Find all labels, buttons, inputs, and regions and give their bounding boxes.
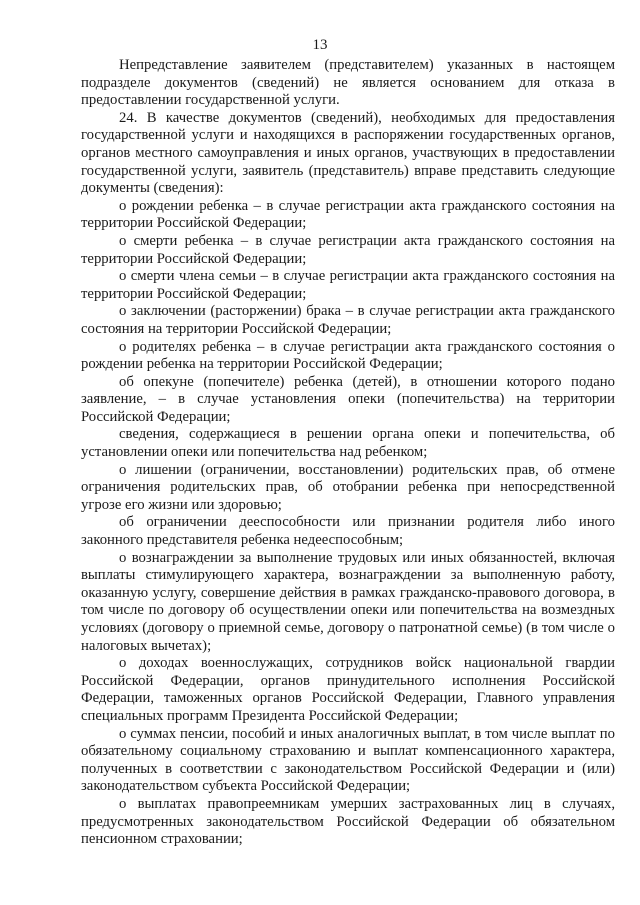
paragraph: 24. В качестве документов (сведений), необходимых для предоставления государственной услуги и находящихся в распоряжении государственных органов, органов местного самоуправления и иных органов, участвующих в предоставлении государственной услуги, заявитель (представитель) вправе представить следующие документы (сведения): (81, 109, 615, 197)
document-body (81, 57, 615, 849)
paragraph: о вознаграждении за выполнение трудовых или иных обязанностей, включая выплаты стимулирующего характера, вознаграждении за выполненную работу, оказанную услугу, совершение действия в рамках гражданско-правового договора, в том числе по договору об осуществлении опеки или попечительства на возмездных условиях (договору о приемной семье, договору о патронатной семье) (в том числе о налоговых вычетах); (81, 549, 615, 654)
paragraph: о родителях ребенка – в случае регистрации акта гражданского состояния о рождении ребенка на территории Российской Федерации; (81, 338, 615, 373)
paragraph: о заключении (расторжении) брака – в случае регистрации акта гражданского состояния на территории Российской Федерации; (81, 303, 615, 337)
paragraph: о смерти члена семьи – в случае регистрации акта гражданского состояния на территории Российской Федерации; (81, 268, 615, 302)
paragraph: об ограничении дееспособности или признании родителя либо иного законного представителя ребенка недееспособным; (81, 514, 615, 549)
paragraph: о суммах пенсии, пособий и иных аналогичных выплат, в том числе выплат по обязательному социальному страхованию и выплат компенсационного характера, полученных в соответствии с законодательством Российской Федерации и (или) законодательством субъекта Российской Федерации; (81, 725, 615, 795)
paragraph: о лишении (ограничении, восстановлении) родительских прав, об отмене ограничения родительских прав, об отобрании ребенка при непосредственной угрозе его жизни или здоровью; (81, 461, 615, 513)
paragraph: сведения, содержащиеся в решении органа опеки и попечительства, об установлении опеки или попечительства над ребенком; (81, 426, 615, 461)
paragraph: о доходах военнослужащих, сотрудников войск национальной гвардии Российской Федерации, органов принудительного исполнения Российской Федерации, таможенных органов Российской Федерации, Главного управления специальных программ Президента Российской Федерации; (81, 655, 615, 724)
paragraph: о выплатах правопреемникам умерших застрахованных лиц в случаях, предусмотренных законодательством Российской Федерации об обязательном пенсионном страховании; (81, 795, 615, 848)
paragraph: о смерти ребенка – в случае регистрации акта гражданского состояния на территории Российской Федерации; (81, 232, 615, 267)
paragraph: о рождении ребенка – в случае регистрации акта гражданского состояния на территории Российской Федерации; (81, 197, 615, 232)
paragraph: Непредставление заявителем (представителем) указанных в настоящем подразделе документов (сведений) не является основанием для отказа в предоставлении государственной услуги. (81, 57, 615, 109)
paragraph: об опекуне (попечителе) ребенка (детей), в отношении которого подано заявление, – в случае установления опеки (попечительства) на территории Российской Федерации; (81, 373, 615, 425)
page-number: 13 (312, 37, 328, 53)
